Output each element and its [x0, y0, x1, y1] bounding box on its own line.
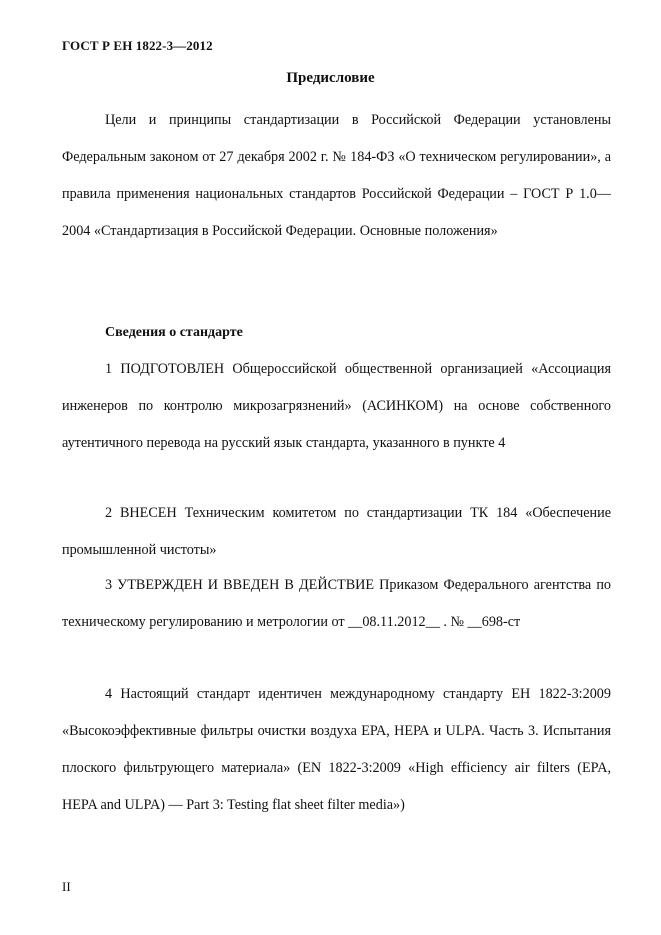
page-number: II — [62, 879, 71, 894]
info-item-2: 2 ВНЕСЕН Техническим комитетом по стандартизации ТК 184 «Обеспечение промышленной чистоты» — [62, 505, 611, 558]
intro-paragraph: Цели и принципы стандартизации в Российской Федерации установлены Федеральным законом от 27 декабря 2002 г. № 184-ФЗ «О техническом регулировании», а правила применения национальных стандартов Российской Федерации – ГОСТ Р 1.0—2004 «Стандартизация в Российской Федерации. Основные положения» — [62, 112, 611, 239]
document-code: ГОСТ Р ЕН 1822-3—2012 — [62, 38, 213, 53]
page-title: Предисловие — [286, 70, 375, 86]
info-item-3: 3 УТВЕРЖДЕН И ВВЕДЕН В ДЕЙСТВИЕ Приказом Федерального агентства по техническому регулированию и метрологии от __08.11.2012__ . № __698-ст — [62, 577, 611, 630]
info-item-4: 4 Настоящий стандарт идентичен международному стандарту ЕН 1822-3:2009 «Высокоэффективные фильтры очистки воздуха ЕРА, НЕРА и ULPA. Часть 3. Испытания плоского фильтрующего материала» (EN 1822-3:2009 «High efficiency air filters (EPA, HEPA and ULPA) — Part 3: Testing flat sheet filter media») — [62, 686, 611, 813]
section-heading: Сведения о стандарте — [105, 325, 243, 340]
info-item-1: 1 ПОДГОТОВЛЕН Общероссийской общественной организацией «Ассоциация инженеров по контролю микрозагрязнений» (АСИНКОМ) на основе собственного аутентичного перевода на русский язык стандарта, указанного в пункте 4 — [62, 361, 611, 451]
